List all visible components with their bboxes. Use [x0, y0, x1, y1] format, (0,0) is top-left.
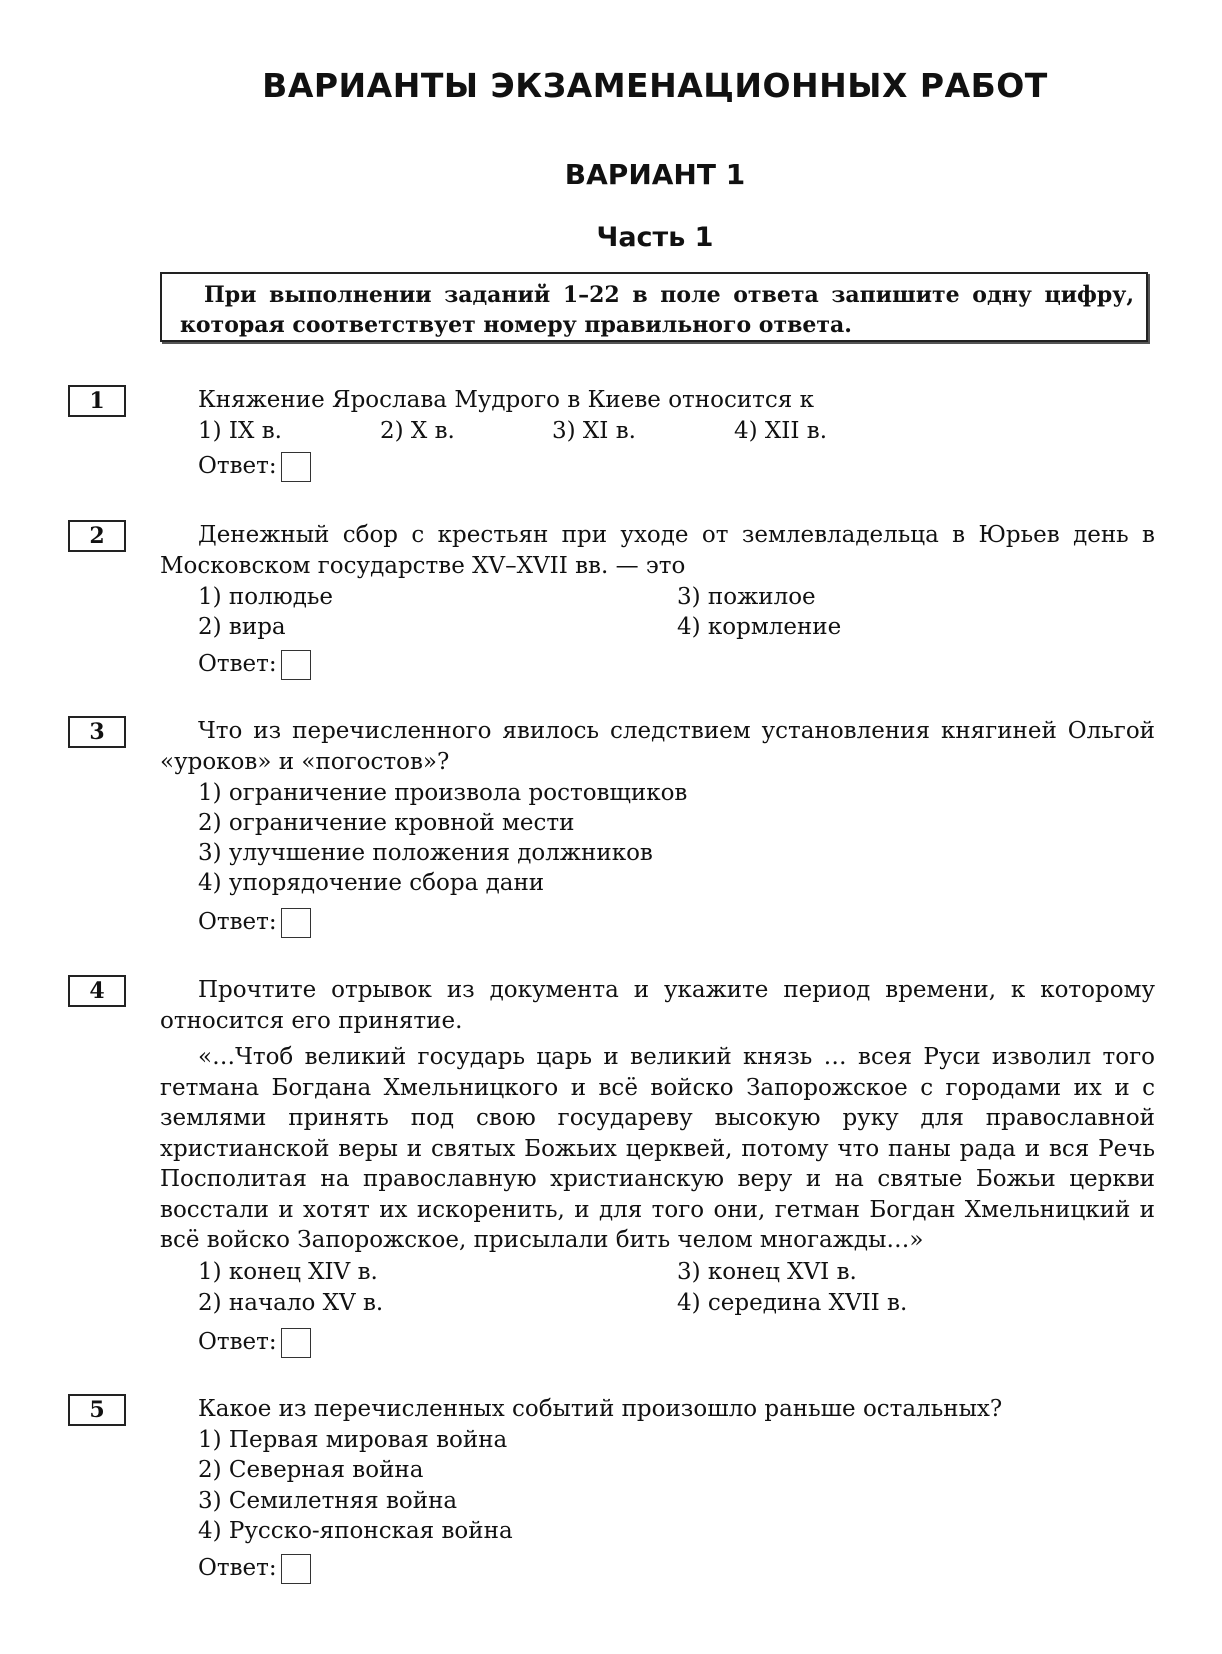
- answer-box[interactable]: [281, 908, 311, 938]
- task-4-option-4: 4) середина XVII в.: [677, 1290, 908, 1316]
- task-5-question: Какое из перечисленных событий произошло раньше остальных?: [198, 1396, 1003, 1422]
- task-1-option-4: 4) XII в.: [734, 418, 828, 444]
- task-number-5: 5: [68, 1394, 126, 1426]
- task-2-option-3: 3) пожилое: [677, 584, 816, 610]
- task-number-1: 1: [68, 385, 126, 417]
- task-4-question: Прочтите отрывок из документа и укажите период времени, к которому относится его принятие.: [160, 977, 1155, 1034]
- answer-box[interactable]: [281, 1554, 311, 1584]
- instruction-box: При выполнении заданий 1–22 в поле ответа запишите одну цифру, которая соответствует номеру правильного ответа.: [160, 272, 1148, 342]
- answer-box[interactable]: [281, 1328, 311, 1358]
- task-4-quote: «…Чтоб великий государь царь и великий князь … всея Руси изволил того гетмана Богдана Хмельницкого и всё войско Запорожское с городами их и с землями принять под свою государеву высокую руку для православной христианской веры и святых Божьих церквей, потому что паны рада и вся Речь Посполитая на православную христианскую веру и на святые Божьи церкви восстали и хотят их искоренить, и для того они, гетман Богдан Хмельницкий и всё войско Запорожское, присылали бить челом многажды…»: [160, 1044, 1155, 1253]
- task-5-option-1: 1) Первая мировая война: [198, 1427, 508, 1453]
- page-title: ВАРИАНТЫ ЭКЗАМЕНАЦИОННЫХ РАБОТ: [262, 66, 1048, 105]
- task-5-option-3: 3) Семилетняя война: [198, 1488, 458, 1514]
- task-3-option-3: 3) улучшение положения должников: [198, 840, 653, 866]
- task-1-option-1: 1) IX в.: [198, 418, 282, 444]
- task-4-option-3: 3) конец XVI в.: [677, 1259, 857, 1285]
- answer-box[interactable]: [281, 452, 311, 482]
- task-number-4: 4: [68, 975, 126, 1007]
- task-2-option-2: 2) вира: [198, 614, 286, 640]
- task-1-question: Княжение Ярослава Мудрого в Киеве относится к: [198, 387, 814, 413]
- task-5-option-4: 4) Русско-японская война: [198, 1518, 513, 1544]
- task-3-option-2: 2) ограничение кровной мести: [198, 810, 575, 836]
- task-2-option-1: 1) полюдье: [198, 584, 334, 610]
- part-title: Часть 1: [596, 222, 714, 253]
- answer-box[interactable]: [281, 650, 311, 680]
- task-4-answer: [198, 1328, 311, 1358]
- task-3-option-4: 4) упорядочение сбора дани: [198, 870, 545, 896]
- task-1-option-2: 2) X в.: [380, 418, 455, 444]
- answer-label: Ответ:: [198, 909, 277, 935]
- task-1-answer: [198, 452, 311, 482]
- answer-label: Ответ:: [198, 453, 277, 479]
- task-3-question: Что из перечисленного явилось следствием установления княгиней Ольгой «уроков» и «погостов»?: [160, 718, 1155, 775]
- task-number-2: 2: [68, 520, 126, 552]
- answer-label: Ответ:: [198, 1555, 277, 1581]
- task-3-option-1: 1) ограничение произвола ростовщиков: [198, 780, 688, 806]
- task-2-question: Денежный сбор с крестьян при уходе от землевладельца в Юрьев день в Московском государстве XV–XVII вв. — это: [160, 522, 1155, 579]
- task-1-option-3: 3) XI в.: [552, 418, 636, 444]
- variant-title: ВАРИАНТ 1: [564, 158, 746, 191]
- task-3-answer: [198, 908, 311, 938]
- task-number-3: 3: [68, 716, 126, 748]
- task-5-option-2: 2) Северная война: [198, 1457, 424, 1483]
- task-2-option-4: 4) кормление: [677, 614, 842, 640]
- task-4-option-1: 1) конец XIV в.: [198, 1259, 378, 1285]
- answer-label: Ответ:: [198, 651, 277, 677]
- task-2-answer: [198, 650, 311, 680]
- answer-label: Ответ:: [198, 1329, 277, 1355]
- task-5-answer: [198, 1554, 311, 1584]
- task-4-option-2: 2) начало XV в.: [198, 1290, 384, 1316]
